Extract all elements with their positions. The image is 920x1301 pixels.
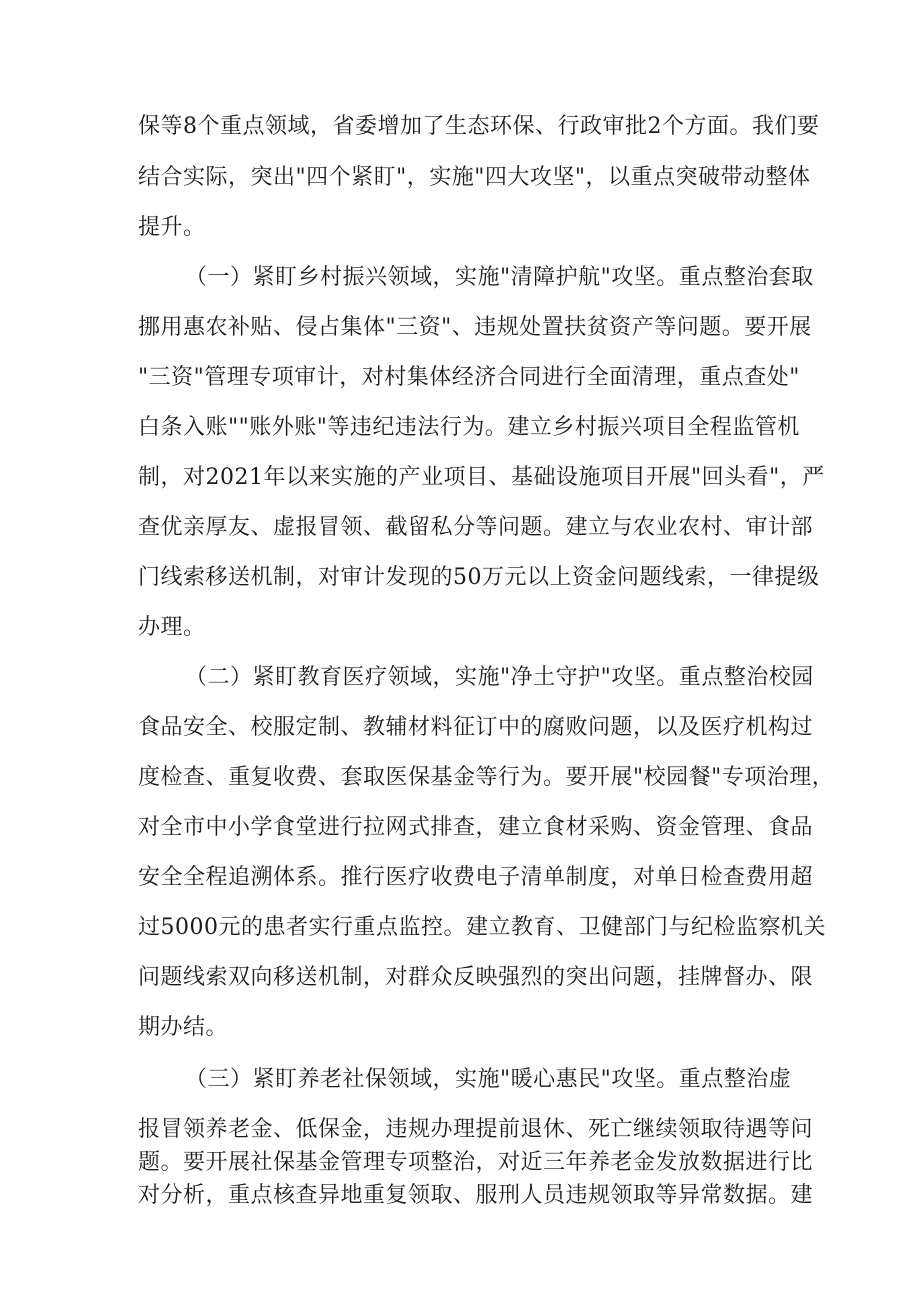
paragraph-heading-line: （三）紧盯养老社保领域，实施"暖心惠民"攻坚。重点整治虚 [185,1067,792,1092]
text-line: 安全全程追溯体系。推行医疗收费电子清单制度，对单日检查费用超 [138,865,814,890]
text-line: 制，对2021年以来实施的产业项目、基础设施项目开展"回头看"，严 [138,465,825,490]
text-line: 对分析，重点核查异地重复领取、服刑人员违规领取等异常数据。建 [138,1183,814,1208]
text-line: 报冒领养老金、低保金，违规办理提前退休、死亡继续领取待遇等问 [138,1117,814,1142]
text-line: 白条入账""账外账"等违纪违法行为。建立乡村振兴项目全程监管机 [138,415,800,440]
paragraph-heading-line: （一）紧盯乡村振兴领域，实施"清障护航"攻坚。重点整治套取 [185,265,814,290]
text-line: 对全市中小学食堂进行拉网式排查，建立食材采购、资金管理、食品 [138,815,814,840]
text-line: 食品安全、校服定制、教辅材料征订中的腐败问题，以及医疗机构过 [138,715,814,740]
text-line: 结合实际，突出"四个紧盯"，实施"四大攻坚"，以重点突破带动整体 [138,165,811,190]
text-line: 提升。 [138,215,206,240]
text-line: 问题线索双向移送机制，对群众反映强烈的突出问题，挂牌督办、限 [138,965,814,990]
text-line: 期办结。 [138,1015,229,1040]
paragraph-heading-line: （二）紧盯教育医疗领域，实施"净土守护"攻坚。重点整治校园 [185,665,814,690]
text-line: 挪用惠农补贴、侵占集体"三资"、违规处置扶贫资产等问题。要开展 [138,315,812,340]
text-line: 门线索移送机制，对审计发现的50万元以上资金问题线索，一律提级 [138,565,820,590]
text-line: 题。要开展社保基金管理专项整治，对近三年养老金发放数据进行比 [138,1150,814,1175]
text-line: 查优亲厚友、虚报冒领、截留私分等问题。建立与农业农村、审计部 [138,515,814,540]
text-line: 保等8个重点领域，省委增加了生态环保、行政审批2个方面。我们要 [138,114,820,139]
text-line: 过5000元的患者实行重点监控。建立教育、卫健部门与纪检监察机关 [138,915,826,940]
text-line: "三资"管理专项审计，对村集体经济合同进行全面清理，重点查处" [138,365,800,390]
text-line: 度检查、重复收费、套取医保基金等行为。要开展"校园餐"专项治理， [138,765,835,790]
text-line: 办理。 [138,615,206,640]
